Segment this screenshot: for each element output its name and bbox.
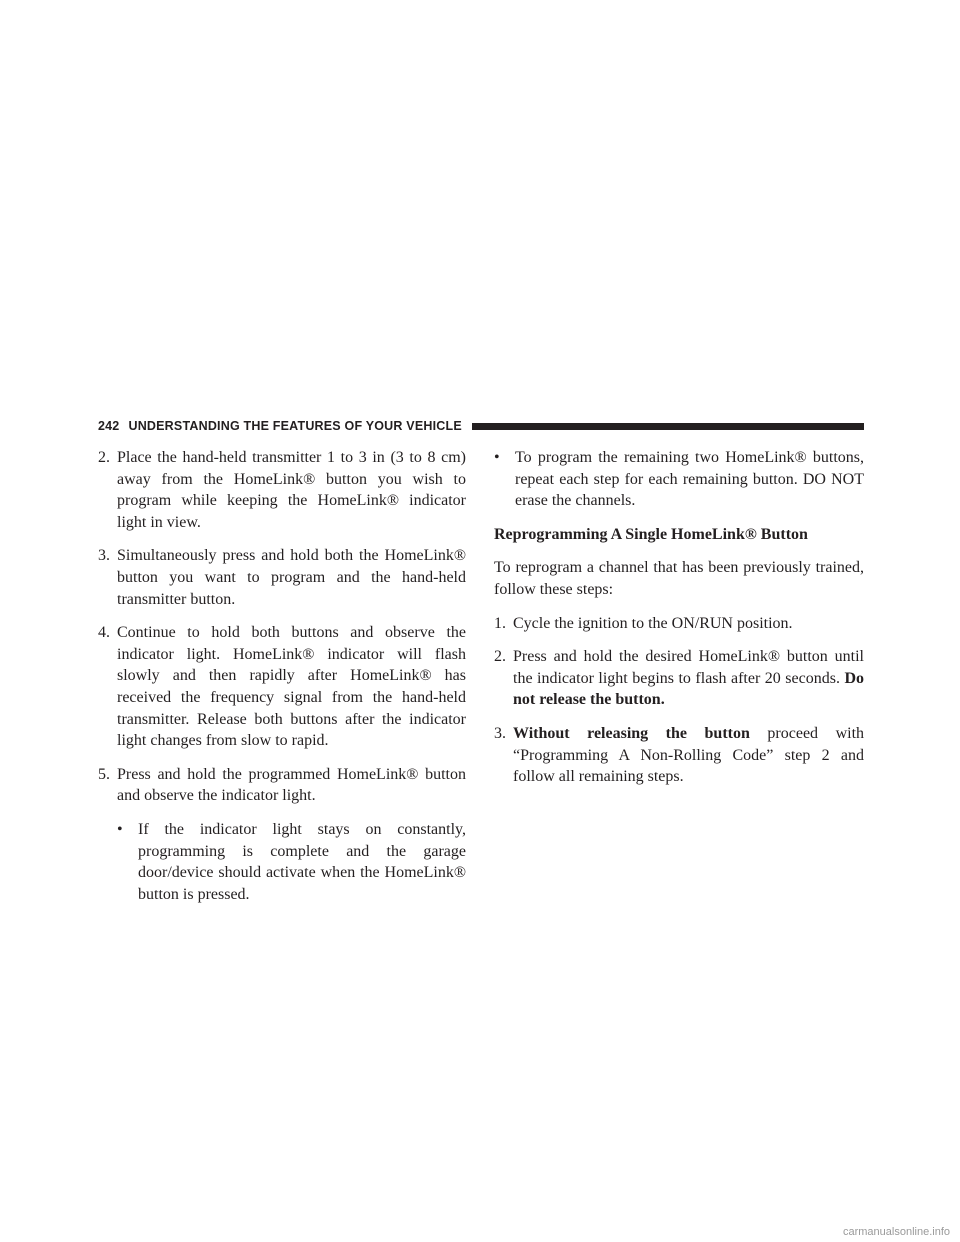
step-text-bold: Without releasing the button	[513, 724, 750, 742]
page-number: 242	[98, 419, 120, 433]
step-text: Continue to hold both buttons and observe the indicator light. HomeLink® indicator will flash slowly and then rapidly after HomeLink® has received the frequency signal from the hand-held transmitter. Release both buttons after the indicator light changes from slow to rapid.	[117, 624, 466, 750]
step-number: 3.	[98, 547, 110, 565]
header-rule	[472, 423, 864, 430]
step-text-bold: Do not release the button.	[513, 669, 865, 709]
right-column	[494, 447, 864, 800]
bullet-icon: •	[494, 449, 500, 466]
step-text: Cycle the ignition to the ON/RUN position.	[513, 614, 793, 632]
step-text: Simultaneously press and hold both the HomeLink® button you want to program and the hand-held transmitter button.	[117, 547, 466, 608]
bullet-text: If the indicator light stays on constantly, programming is complete and the garage door/device should activate when the HomeLink® button is pressed.	[138, 820, 466, 903]
step-number: 2.	[494, 648, 506, 666]
step-item	[494, 646, 864, 711]
step-text	[513, 646, 864, 711]
intro-paragraph: To reprogram a channel that has been previously trained, follow these steps:	[494, 559, 864, 598]
bullet-icon: •	[117, 820, 123, 838]
step-number: 3.	[494, 724, 506, 742]
step-item	[98, 545, 466, 610]
bullet-item	[494, 447, 864, 512]
bullet-text: To program the remaining two HomeLink® buttons, repeat each step for each remaining button. DO NOT erase the channels.	[515, 449, 864, 510]
step-item	[98, 764, 466, 807]
step-item	[98, 622, 466, 752]
page-header	[98, 416, 864, 436]
watermark-footer: carmanualsonline.info	[842, 1226, 950, 1238]
bullet-item	[117, 819, 466, 905]
step-text: Press and hold the programmed HomeLink® button and observe the indicator light.	[117, 765, 466, 805]
step-number: 2.	[98, 449, 110, 466]
section-title: UNDERSTANDING THE FEATURES OF YOUR VEHICLE	[128, 419, 462, 433]
step-item	[98, 447, 466, 533]
step-text: Place the hand-held transmitter 1 to 3 in (3 to 8 cm) away from the HomeLink® button you wish to program while keeping the HomeLink® indicator light in view.	[117, 449, 466, 531]
step-text-regular: proceed with “Programming A Non-Rolling Code” step 2 and follow all remaining steps.	[513, 724, 865, 786]
step-number: 1.	[494, 614, 506, 632]
step-item	[494, 613, 864, 635]
step-number: 5.	[98, 765, 110, 783]
step-number: 4.	[98, 624, 110, 642]
subheading: Reprogramming A Single HomeLink® Button	[494, 525, 808, 543]
step-text	[513, 723, 864, 788]
step-item	[494, 723, 864, 788]
left-column	[98, 447, 466, 917]
step-text-regular: Press and hold the desired HomeLink® button until the indicator light begins to flash after 20 seconds.	[513, 648, 864, 687]
